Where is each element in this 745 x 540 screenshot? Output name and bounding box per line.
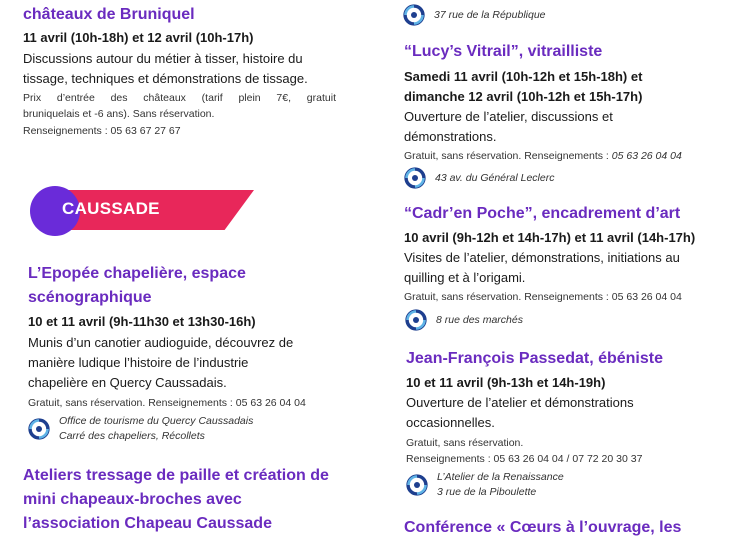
passedat-info — [406, 435, 642, 467]
info-line: Renseignements : 05 63 26 04 04 / 07 72 20 30 37 — [406, 453, 643, 465]
title-line: L’Epopée chapelière, espace — [28, 265, 246, 282]
address-line: 3 rue de la Piboulette — [437, 486, 537, 498]
description-line: Ouverture de l’atelier et démonstrations — [406, 395, 634, 410]
address: 43 av. du Général Leclerc — [435, 171, 555, 184]
title-line: l’association Chapeau Caussade — [23, 515, 272, 532]
info-phone: 05 63 26 04 04 — [611, 150, 682, 162]
republique-location — [403, 4, 546, 26]
passedat-description — [406, 393, 634, 433]
bruniquel-dates: 11 avril (10h-18h) et 12 avril (10h-17h) — [23, 30, 254, 45]
description-line: Visites de l’atelier, démonstrations, initiations au — [404, 250, 680, 265]
location-logo-icon — [404, 167, 426, 189]
section-banner — [22, 186, 254, 234]
bruniquel-title: châteaux de Bruniquel — [23, 6, 195, 23]
lucy-location — [404, 167, 554, 189]
bruniquel-price — [23, 90, 336, 122]
description-line: quilling et à l’origami. — [404, 270, 526, 285]
title-line: scénographique — [28, 289, 152, 306]
address-line: L’Atelier de la Renaissance — [437, 471, 564, 483]
description-line: occasionnelles. — [406, 415, 495, 430]
description-line: tissage, techniques et démonstrations de tissage. — [23, 71, 308, 86]
dates-line: dimanche 12 avril (10h-12h et 15h-17h) — [404, 89, 643, 104]
dates-line: Samedi 11 avril (10h-12h et 15h-18h) et — [404, 69, 643, 84]
address: 37 rue de la République — [434, 8, 546, 21]
cadr-description — [404, 248, 680, 288]
cadr-dates: 10 avril (9h-12h et 14h-17h) et 11 avril (14h-17h) — [404, 230, 696, 245]
price-line: Prix d’entrée des châteaux (tarif plein 7€, gratuit — [23, 92, 336, 104]
conference-title: Conférence « Cœurs à l’ouvrage, les — [404, 519, 682, 536]
cadr-info: Gratuit, sans réservation. Renseignements : 05 63 26 04 04 — [404, 291, 682, 303]
location-logo-icon — [28, 418, 50, 440]
banner-label: CAUSSADE — [62, 199, 160, 218]
epopee-location — [28, 414, 253, 444]
bruniquel-description — [23, 49, 339, 89]
passedat-title: Jean-François Passedat, ébéniste — [406, 350, 663, 367]
ateliers-title — [23, 464, 329, 536]
location-logo-icon — [403, 4, 425, 26]
description-line: démonstrations. — [404, 129, 497, 144]
title-line: Ateliers tressage de paille et création de — [23, 467, 329, 484]
passedat-dates: 10 et 11 avril (9h-13h et 14h-19h) — [406, 375, 606, 390]
address — [437, 470, 564, 500]
description-line: Ouverture de l’atelier, discussions et — [404, 109, 613, 124]
lucy-dates — [404, 67, 642, 107]
lucy-info — [404, 148, 682, 164]
price-line: bruniquelais et -6 ans). Sans réservation. — [23, 108, 215, 120]
address-line: Carré des chapeliers, Récollets — [59, 430, 205, 442]
location-logo-icon — [406, 474, 428, 496]
description-line: Munis d’un canotier audioguide, découvrez de — [28, 335, 294, 350]
cadr-location — [405, 309, 523, 331]
epopee-title — [28, 262, 246, 310]
lucy-description — [404, 107, 613, 147]
info-line: Gratuit, sans réservation. — [406, 437, 524, 449]
lucy-title: “Lucy’s Vitrail”, vitrailliste — [404, 43, 603, 60]
epopee-info: Gratuit, sans réservation. Renseignements : 05 63 26 04 04 — [28, 397, 306, 409]
title-line: mini chapeaux-broches avec — [23, 491, 242, 508]
description-line: chapelière en Quercy Caussadais. — [28, 375, 227, 390]
address: 8 rue des marchés — [436, 313, 523, 326]
bruniquel-contact: Renseignements : 05 63 67 27 67 — [23, 125, 181, 137]
cadr-title: “Cadr’en Poche”, encadrement d’art — [404, 205, 681, 222]
address — [59, 414, 253, 444]
epopee-description — [28, 333, 338, 393]
info-text: Gratuit, sans réservation. Renseignements : — [404, 150, 612, 162]
passedat-location — [406, 470, 564, 500]
description-line: manière ludique l’histoire de l’industrie — [28, 355, 249, 370]
epopee-dates: 10 et 11 avril (9h-11h30 et 13h30-16h) — [28, 314, 256, 329]
address-line: Office de tourisme du Quercy Caussadais — [59, 415, 254, 427]
description-line: Discussions autour du métier à tisser, histoire du — [23, 51, 303, 66]
location-logo-icon — [405, 309, 427, 331]
